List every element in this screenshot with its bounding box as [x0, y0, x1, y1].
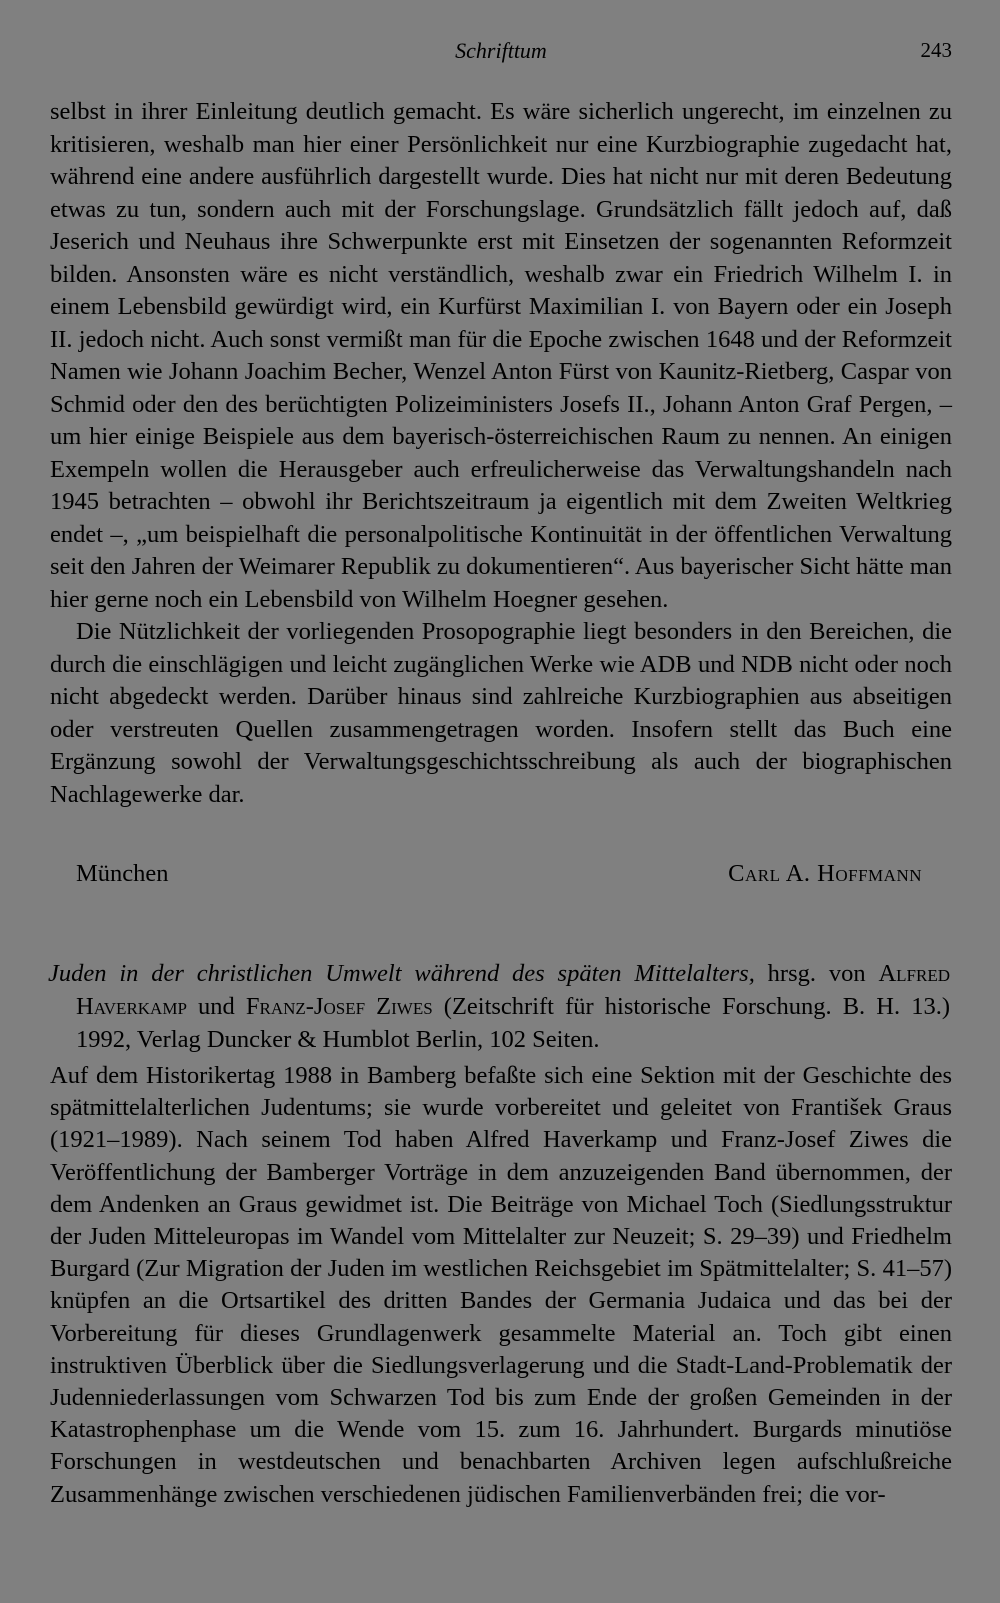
page-header	[50, 38, 952, 70]
book-title: Juden in der christlichen Umwelt während des späten Mittelalters,	[48, 960, 755, 987]
und-text: und	[186, 993, 246, 1020]
page-number: 243	[920, 38, 952, 62]
review2-bibliographic-heading	[48, 957, 950, 1056]
review1-paragraph-2: Die Nützlichkeit der vorliegenden Prosopographie liegt besonders in den Bereichen, die durch die einschlägigen und leicht zugänglichen Werke wie ADB und NDB nicht oder noch nicht abgedeckt werden. Darüber hinaus sind zahlreiche Kurzbiographien aus abseitigen oder verstreuten Quellen zusammengetragen worden. Insofern stellt das Buch eine Ergänzung sowohl der Verwaltungsgeschichtsschreibung als auch der biographischen Nachlagewerke dar.	[50, 618, 952, 808]
review2-body	[50, 1060, 952, 1511]
signature-author: Carl A. Hoffmann	[728, 860, 922, 887]
signature-place: München	[76, 860, 169, 887]
hrsg-text: hrsg. von	[754, 960, 879, 987]
editor-1: Alfred Haverkamp	[76, 960, 950, 1020]
review1-paragraph-1: selbst in ihrer Einleitung deutlich gemacht. Es wäre sicherlich ungerecht, im einzelnen zu kritisieren, weshalb man hier einer Persönlichkeit nur eine Kurzbiographie zugedacht hat, während eine andere ausführlich dargestellt wurde. Dies hat nicht nur mit deren Bedeutung etwas zu tun, sondern auch mit der Forschungslage. Grundsätzlich fällt jedoch auf, daß Jeserich und Neuhaus ihre Schwerpunkte erst mit Einsetzen der sogenannten Reformzeit bilden. Ansonsten wäre es nicht verständlich, weshalb zwar ein Friedrich Wilhelm I. in einem Lebensbild gewürdigt wird, ein Kurfürst Maximilian I. von Bayern oder ein Joseph II. jedoch nicht. Auch sonst vermißt man für die Epoche zwischen 1648 und der Reformzeit Namen wie Johann Joachim Becher, Wenzel Anton Fürst von Kaunitz-Rietberg, Caspar von Schmid oder den des berüchtigten Polizeiministers Josefs II., Johann Anton Graf Pergen, – um hier einige Beispiele aus dem bayerisch-österreichischen Raum zu nennen. An einigen Exempeln wollen die Herausgeber auch erfreulicherweise das Verwaltungshandeln nach 1945 betrachten – obwohl ihr Berichtszeitraum ja eigentlich mit dem Zweiten Weltkrieg endet –, „um beispielhaft die personalpolitische Kontinuität in der öffentlichen Verwaltung seit den Jahren der Weimarer Republik zu dokumentieren“. Aus bayerischer Sicht hätte man hier gerne noch ein Lebensbild von Wilhelm Hoegner gesehen.	[50, 98, 952, 613]
running-head: Schrifttum	[455, 38, 547, 63]
review2-paragraph: Auf dem Historikertag 1988 in Bamberg befaßte sich eine Sektion mit der Geschichte des spätmittelalterlichen Judentums; sie wurde vorbereitet und geleitet von František Graus (1921–1989). Nach seinem Tod haben Alfred Haverkamp und Franz-Josef Ziwes die Veröffentlichung der Bamberger Vorträge in dem anzuzeigenden Band übernommen, der dem Andenken an Graus gewidmet ist. Die Beiträge von Michael Toch (Siedlungsstruktur der Juden Mitteleuropas im Wandel vom Mittelalter zur Neuzeit; S. 29–39) und Friedhelm Burgard (Zur Migration der Juden im westlichen Reichsgebiet im Spätmittelalter; S. 41–57) knüpfen an die Ortsartikel des dritten Bandes der Germania Judaica und das bei der Vorbereitung für dieses Grundlagenwerk gesammelte Material an. Toch gibt einen instruktiven Überblick über die Siedlungsverlagerung und die Stadt-Land-Problematik der Judenniederlassungen vom Schwarzen Tod bis zum Ende der großen Gemeinden in der Katastrophenphase um die Wende vom 15. zum 16. Jahrhundert. Burgards minutiöse Forschungen in westdeutschen und benachbarten Archiven legen aufschlußreiche Zusammenhänge zwischen verschiedenen jüdischen Familienverbänden frei; die vor-	[50, 1062, 952, 1508]
review-continued	[50, 96, 952, 811]
editor-2: Franz-Josef Ziwes	[245, 993, 433, 1020]
publication-details: (Zeitschrift für historische Forschung. B. H. 13.) 1992, Verlag Duncker & Humblot Berlin, 102 Seiten.	[76, 993, 950, 1053]
